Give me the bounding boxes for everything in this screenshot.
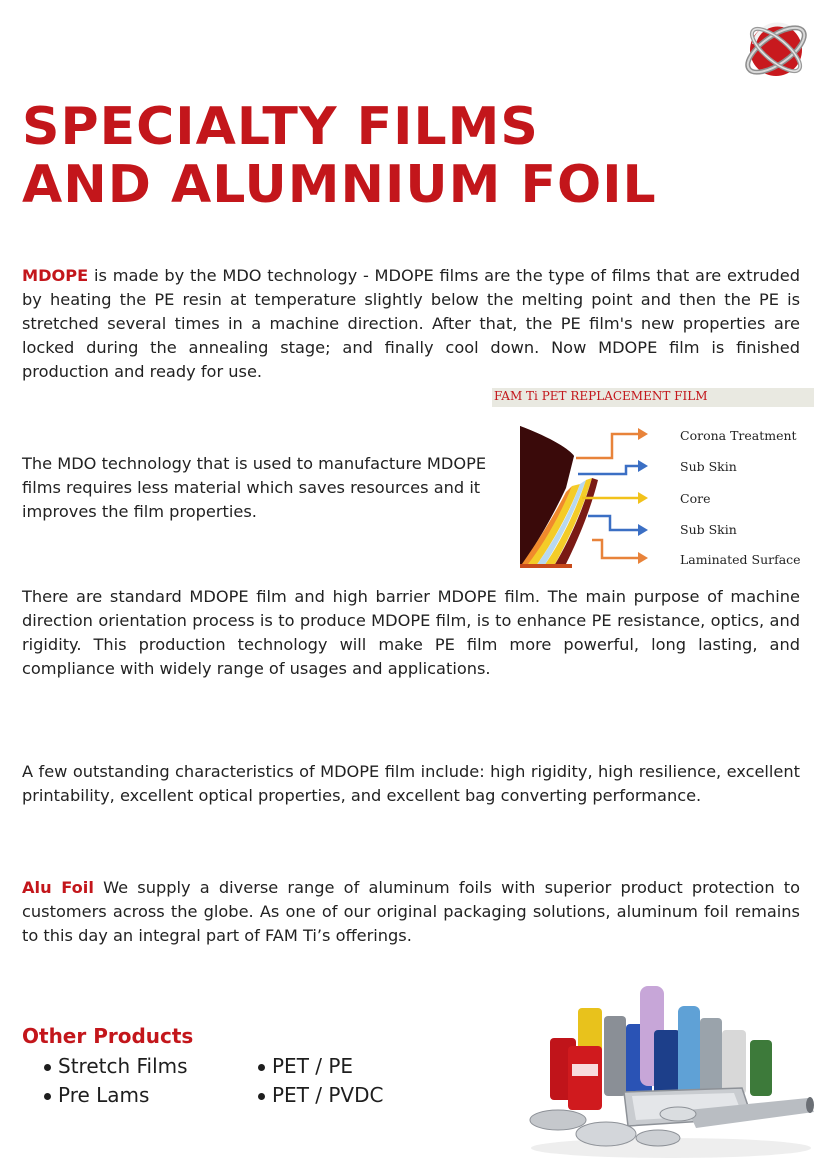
mdope-intro-text: is made by the MDO technology - MDOPE films are the type of films that are extruded by heating the PE resin at temperature slightly below the melting point and then the PE is stretched several times in a machine direction. After that, the PE film's new properties are locked during the annealing stage; and finally cool down. Now MDOPE film is finished production and ready for use. — [22, 266, 800, 381]
figure-title: FAM Ti PET REPLACEMENT FILM — [494, 389, 708, 403]
mdo-benefit-paragraph: The MDO technology that is used to manufacture MDOPE films requires less material which saves resources and it improves the film properties. — [22, 454, 487, 521]
other-products-list-1 — [44, 1052, 188, 1110]
other-products-heading: Other Products — [22, 1024, 194, 1048]
mdope-intro-paragraph — [22, 264, 800, 384]
list-item: PET / PE — [258, 1052, 383, 1081]
alu-foil-highlight: Alu Foil — [22, 878, 94, 897]
list-item: PET / PVDC — [258, 1081, 383, 1110]
list-item: Stretch Films — [44, 1052, 188, 1081]
layer-label-laminated: Laminated Surface — [680, 552, 801, 567]
title-line-2: AND ALUMNIUM FOIL — [22, 155, 657, 215]
film-layers-graphic — [492, 388, 814, 578]
other-products-list-2 — [258, 1052, 383, 1110]
layer-label-sub-skin-bottom: Sub Skin — [680, 522, 737, 537]
alu-foil-text: We supply a diverse range of aluminum foils with superior product protection to customers across the globe. As one of our original packaging solutions, aluminum foil remains to this day an integral part of FAM Ti’s offerings. — [22, 878, 801, 945]
layer-label-corona: Corona Treatment — [680, 428, 797, 443]
products-photo — [528, 980, 814, 1158]
layer-label-core: Core — [680, 491, 711, 506]
page-title — [22, 98, 812, 214]
title-line-1: SPECIALTY FILMS — [22, 97, 539, 157]
mdope-types-paragraph: There are standard MDOPE film and high barrier MDOPE film. The main purpose of machine direction orientation process is to produce MDOPE film, is to enhance PE resistance, optics, and rigidity. This production technology will make PE film more powerful, long lasting, and compliance with widely range of usages and applications. — [22, 587, 800, 678]
mdope-highlight: MDOPE — [22, 266, 89, 285]
film-layer-diagram — [492, 388, 814, 578]
list-item: Pre Lams — [44, 1081, 188, 1110]
alu-foil-paragraph — [22, 876, 800, 948]
layer-label-sub-skin-top: Sub Skin — [680, 459, 737, 474]
characteristics-paragraph: A few outstanding characteristics of MDOPE film include: high rigidity, high resilience, excellent printability, excellent optical properties, and excellent bag converting performance. — [22, 762, 800, 805]
company-logo-icon — [740, 14, 812, 86]
